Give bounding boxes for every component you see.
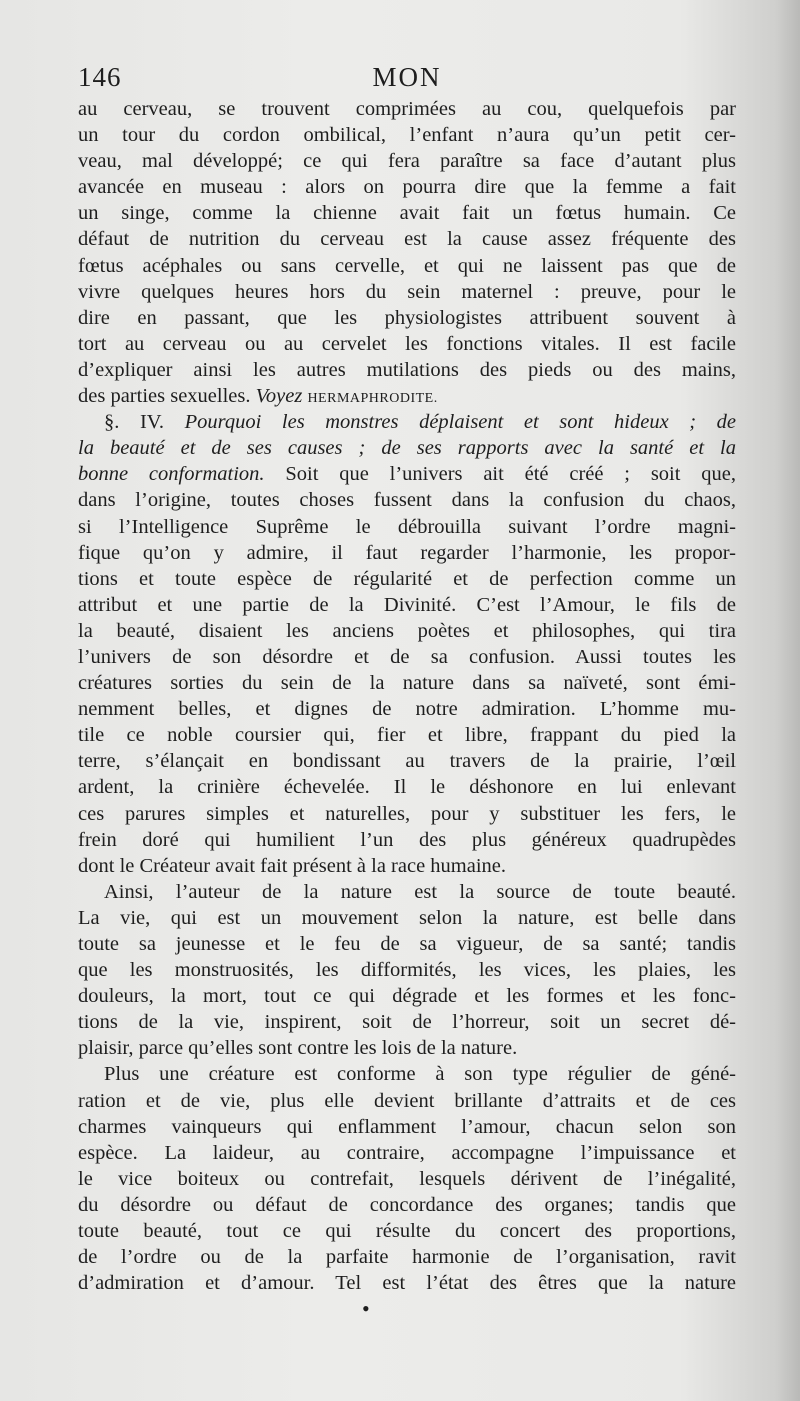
section-number: §. IV. [104,411,165,434]
text-line: espèce. La laideur, au contraire, accompagne l’impuissance et [78,1141,736,1164]
text-line: d’admiration et d’amour. Tel est l’état des êtres que la nature [78,1272,736,1295]
text-line: fœtus acéphales ou sans cervelle, et qui ne laissent pas que de [78,254,736,277]
text-line: que les monstruosités, les difformités, les vices, les plaies, les [78,959,736,982]
text-line: charmes vainqueurs qui enflamment l’amour, chacun selon son [78,1115,736,1138]
section-title-italic: la beauté et de ses causes ; de ses rapports avec la santé et la [78,437,736,460]
printer-mark: • [362,1296,370,1321]
text-line: veau, mal développé; ce qui fera paraître sa face d’autant plus [78,150,736,173]
text-line: de l’ordre ou de la parfaite harmonie de l’organisation, ravit [78,1246,736,1269]
text-line: tort au cerveau ou au cervelet les fonctions vitales. Il est facile [78,332,736,355]
text-line: frein doré qui humilient l’un des plus généreux quadrupèdes [78,828,736,851]
text-line: La vie, qui est un mouvement selon la nature, est belle dans [78,906,736,929]
section-heading-line: bonne conformation. Soit que l’univers ait été créé ; soit que, [78,463,736,486]
text-line: douleurs, la mort, tout ce qui dégrade et les formes et les fonc- [78,985,736,1008]
text-line: un singe, comme la chienne avait fait un fœtus humain. Ce [78,202,736,225]
text-line: ces parures simples et naturelles, pour y substituer les fers, le [78,802,736,825]
text-line: dont le Créateur avait fait présent à la race humaine. [78,854,507,877]
text-line: plaisir, parce qu’elles sont contre les lois de la nature. [78,1037,518,1060]
text-line: le vice boiteux ou contrefait, lesquels dérivent de l’inégalité, [78,1167,736,1190]
text-line: toute sa jeunesse et le feu de sa vigueur, de sa santé; tandis [78,933,736,955]
paragraph-start-line: Plus une créature est conforme à son type régulier de géné- [104,1063,736,1086]
body-text [78,96,736,1296]
text-line: l’univers de son désordre et de sa confusion. Aussi toutes les [78,645,736,668]
section-title-italic: bonne conformation. [78,463,265,486]
text-line: terre, s’élançait en bondissant au travers de la prairie, l’œil [78,750,736,773]
text-line: tile ce noble coursier qui, fier et libre, frappant du pied la [78,724,736,747]
text-line: toute beauté, tout ce qui résulte du concert des proportions, [78,1220,736,1243]
paragraph-start-line: Ainsi, l’auteur de la nature est la source de toute beauté. [104,880,736,903]
text-line: dire en passant, que les physiologistes attribuent souvent à [78,306,736,329]
text-line: la beauté, disaient les anciens poètes et philosophes, qui tira [78,619,736,642]
cross-reference-smallcaps: HERMAPHRODITE. [307,391,438,407]
text-line: tions de la vie, inspirent, soit de l’horreur, soit un secret dé- [78,1011,736,1034]
text-line: du désordre ou défaut de concordance des organes; tandis que [78,1193,736,1216]
text-line: ration et de vie, plus elle devient brillante d’attraits et de ces [78,1089,736,1112]
section-title-italic: Pourquoi les monstres déplaisent et sont hideux ; de [184,411,736,434]
page-header [78,62,736,98]
text-line: défaut de nutrition du cerveau est la cause assez fréquente des [78,228,736,251]
text-line: fique qu’on y admire, il faut regarder l’harmonie, les propor- [78,541,736,564]
text-line: si l’Intelligence Suprême le débrouilla suivant l’ordre magni- [78,515,736,538]
text-line-cross-reference: des parties sexuelles. Voyez HERMAPHRODITE. [78,385,438,408]
text-line: ardent, la crinière échevelée. Il le déshonore en lui enlevant [78,776,736,799]
text-line: attribut et une partie de la Divinité. C’est l’Amour, le fils de [78,593,736,616]
text-line: vivre quelques heures hors du sein maternel : preuve, pour le [78,280,736,303]
text-line: avancée en museau : alors on pourra dire que la femme a fait [78,176,736,199]
text-line: tions et toute espèce de régularité et de perfection comme un [78,567,736,590]
text-line: nemment belles, et dignes de notre admiration. L’homme mu- [78,698,736,721]
text-line: un tour du cordon ombilical, l’enfant n’aura qu’un petit cer- [78,124,736,147]
text-line: au cerveau, se trouvent comprimées au cou, quelquefois par [78,98,736,120]
voyez-italic: Voyez [255,385,303,408]
running-head: MON [372,62,442,92]
text-line: d’expliquer ainsi les autres mutilations des pieds ou des mains, [78,358,736,381]
section-heading-line [78,409,736,435]
section-heading-line [78,435,736,461]
text-line: dans l’origine, toutes choses fussent dans la confusion du chaos, [78,489,736,512]
text-line: créatures sorties du sein de la nature dans sa naïveté, sont émi- [78,672,736,695]
page-number: 146 [78,62,122,92]
